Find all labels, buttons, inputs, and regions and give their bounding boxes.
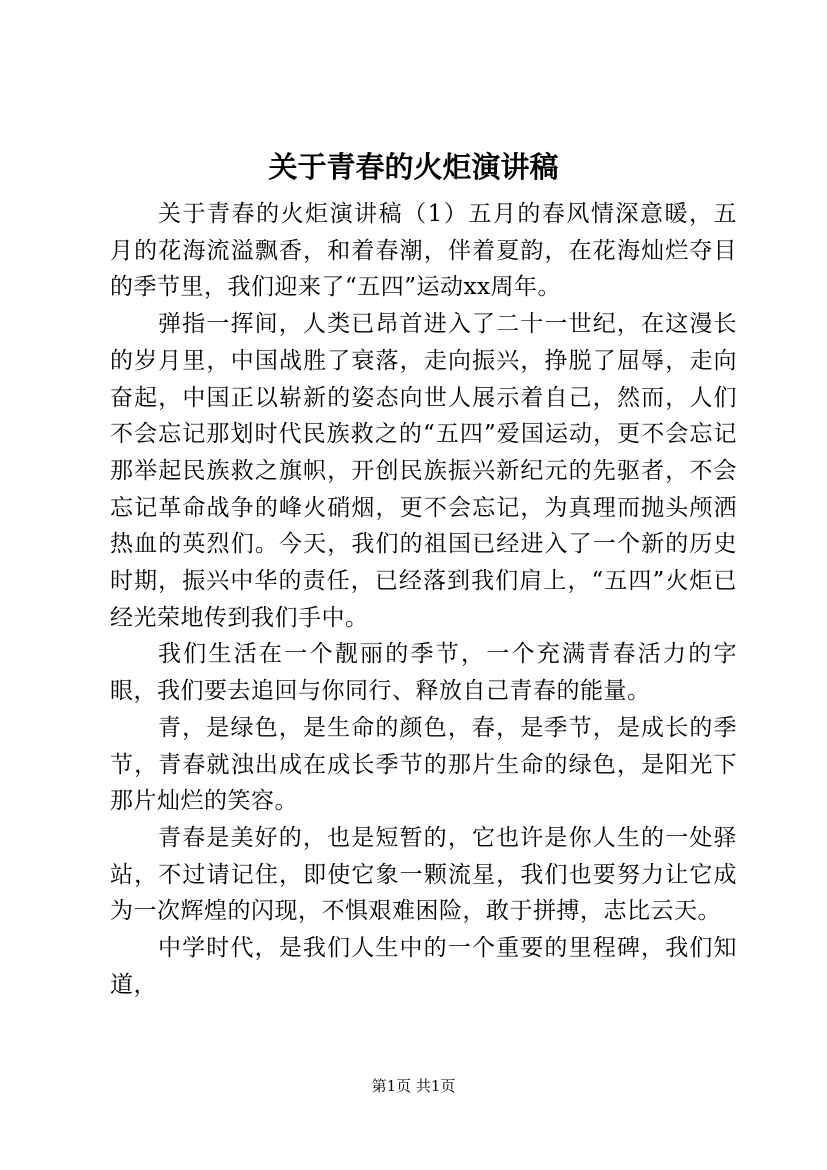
paragraph-3: 我们生活在一个靓丽的季节，一个充满青春活力的字眼，我们要去追回与你同行、释放自己青春的能量。 <box>110 641 737 705</box>
paragraph-4: 青，是绿色，是生命的颜色，春，是季节，是成长的季节，青春就浊出成在成长季节的那片生命的绿色，是阳光下那片灿烂的笑容。 <box>110 714 737 815</box>
document-title: 关于青春的火炬演讲稿 <box>268 150 559 184</box>
paragraph-1: 关于青春的火炬演讲稿（1）五月的春风情深意暖，五月的花海流溢飘香，和着春潮，伴着夏韵，在花海灿烂夺目的季节里，我们迎来了“五四”运动xx周年。 <box>110 201 737 301</box>
paragraph-6: 中学时代，是我们人生中的一个重要的里程碑，我们知道， <box>110 935 737 998</box>
paragraph-2: 弹指一挥间，人类已昂首进入了二十一世纪，在这漫长的岁月里，中国战胜了衰落，走向振兴，挣脱了屈辱，走向奋起，中国正以崭新的姿态向世人展示着自己，然而，人们不会忘记那划时代民族救之的“五四”爱国运动，更不会忘记那举起民族救之旗帜，开创民族振兴新纪元的先驱者，不会忘记革命战争的峰火硝烟，更不会忘记，为真理而抛头颅洒热血的英烈们。今天，我们的祖国已经进入了一个新的历史时期，振兴中华的责任，已经落到我们肩上，“五四”火炬已经光荣地传到我们手中。 <box>110 311 737 631</box>
document-body <box>110 196 737 1056</box>
paragraph-5: 青春是美好的，也是短暂的，它也许是你人生的一处驿站，不过请记住，即使它象一颗流星，我们也要努力让它成为一次辉煌的闪现，不惧艰难困险，敢于拼搏，志比云天。 <box>110 824 737 925</box>
page-footer: 第1页 共1页 <box>371 1077 456 1095</box>
